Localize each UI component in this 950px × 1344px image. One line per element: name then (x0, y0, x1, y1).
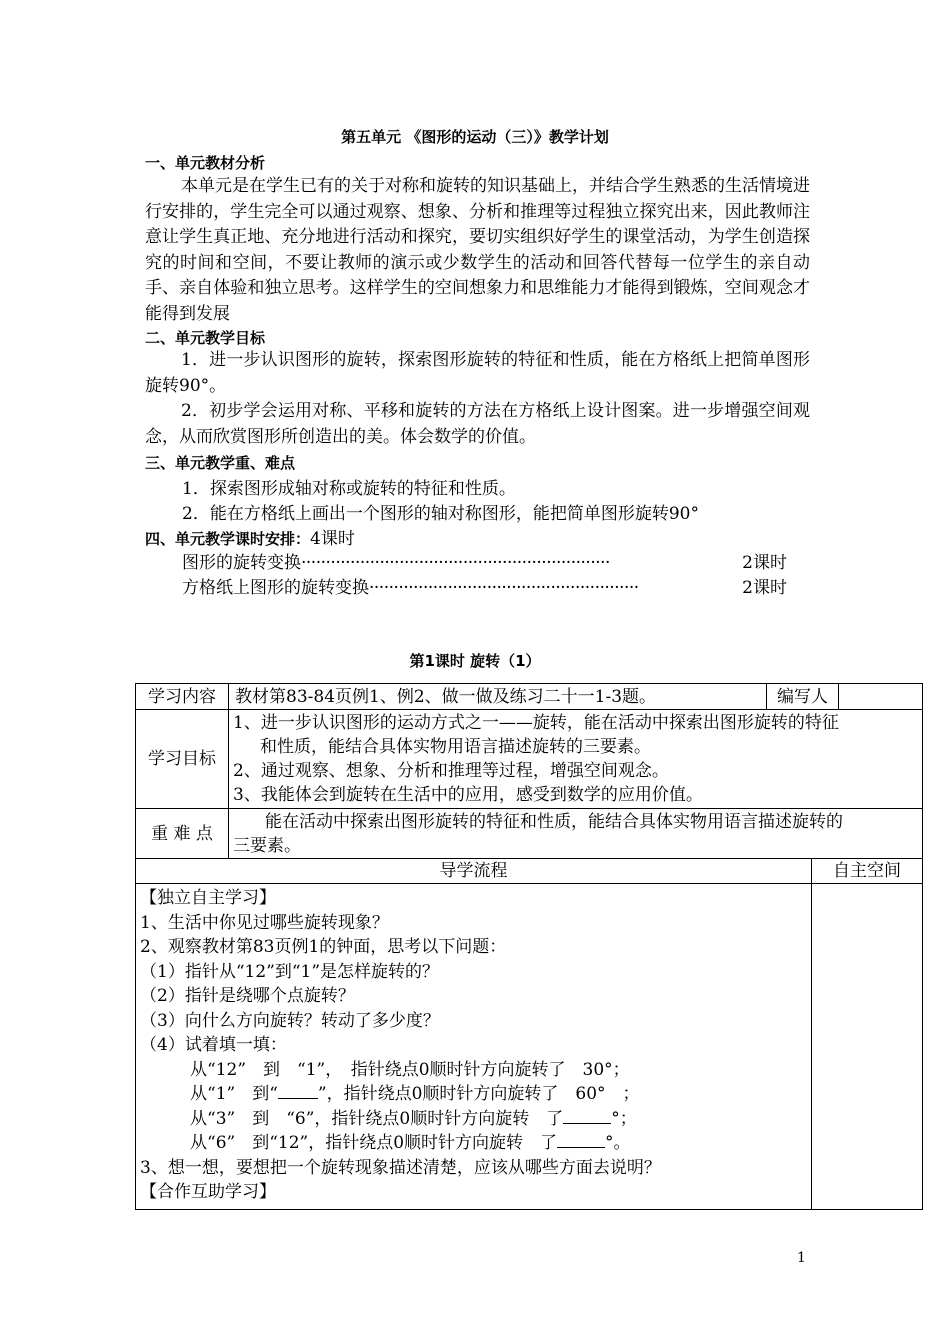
schedule-row-2 (182, 573, 787, 598)
space-header: 自主空间 (812, 859, 923, 884)
schedule-row-dots: ······················································· (369, 578, 639, 598)
schedule-row-1 (182, 548, 787, 573)
flow-line: （1）指针从“12”到“1”是怎样旋转的？ (140, 961, 440, 982)
section3-item-2: 2．能在方格纸上画出一个图形的轴对称图形，能把简单图形旋转90° (182, 504, 699, 524)
fill-line-3 (140, 1107, 807, 1132)
section2-heading: 二、单元教学目标 (145, 329, 266, 347)
flow-line: （3）向什么方向旋转？转动了多少度？ (140, 1010, 440, 1031)
fill-text: ”，指针绕点0顺时针方向旋转了 60° ； (317, 1084, 640, 1104)
section2-item-2: 2．初步学会运用对称、平移和旋转的方法在方格纸上设计图案。进一步增强空间观念，从而欣赏图形所创造出的美。体会数学的价值。 (145, 401, 810, 447)
section4-heading: 四、单元教学课时安排： (145, 530, 311, 548)
goal-line-1: 1、进一步认识图形的运动方式之一——旋转，能在活动中探索出图形旋转的特征 (233, 713, 839, 733)
goals-cell (229, 710, 923, 809)
goal-line-2: 和性质，能结合具体实物用语言描述旋转的三要素。 (260, 737, 651, 757)
section3-heading: 三、单元教学重、难点 (145, 454, 296, 472)
lesson-title: 第1课时 旋转（1） (409, 652, 541, 670)
fill-text: 从“3” 到 “6”，指针绕点0顺时针方向旋转 了 (190, 1108, 564, 1129)
key-line-2: 三要素。 (233, 835, 301, 856)
fill-blank[interactable] (278, 1082, 318, 1099)
fill-text: °； (611, 1108, 637, 1129)
flow-header: 导学流程 (136, 859, 812, 884)
section2-item-1: 1．进一步认识图形的旋转，探索图形旋转的特征和性质，能在方格纸上把简单图形旋转90°。 (145, 350, 810, 396)
fill-text: 从“1” 到“ (190, 1084, 278, 1104)
goal-line-3: 2、通过观察、想象、分析和推理等过程，增强空间观念。 (233, 761, 669, 781)
flow-line: （4）试着填一填： (140, 1035, 287, 1055)
fill-blank[interactable] (563, 1107, 611, 1124)
fill-line-1: 从“12” 到 “1”， 指针绕点0顺时针方向旋转了 30°； (190, 1059, 630, 1080)
flow-content (140, 886, 807, 1205)
section1-heading: 一、单元教材分析 (145, 154, 266, 172)
flow-cell (136, 884, 812, 1210)
writer-value (839, 684, 923, 710)
schedule-row-hours: 2课时 (742, 553, 787, 573)
goal-line-4: 3、我能体会到旋转在生活中的应用，感受到数学的应用价值。 (233, 785, 703, 805)
schedule-row-hours: 2课时 (742, 578, 787, 598)
fill-text: 从“6” 到“12”，指针绕点0顺时针方向旋转 了 (190, 1133, 558, 1153)
flow-line: 3、想一想，要想把一个旋转现象描述清楚，应该从哪些方面去说明？ (140, 1157, 661, 1178)
schedule-row-name: 图形的旋转变换 (182, 553, 301, 573)
key-label: 重 难 点 (136, 809, 229, 859)
section3-item-1: 1．探索图形成轴对称或旋转的特征和性质。 (182, 479, 516, 499)
writer-label: 编写人 (767, 684, 839, 710)
schedule-row-name: 方格纸上图形的旋转变换 (182, 578, 369, 598)
key-cell (229, 809, 923, 859)
lesson-table (135, 683, 923, 1210)
fill-line-2 (140, 1082, 807, 1107)
content-value: 教材第83-84页例1、例2、做一做及练习二十一1-3题。 (229, 684, 767, 710)
schedule-row-dots: ······························································· (301, 553, 610, 573)
flow-line: 【合作互助学习】 (140, 1182, 276, 1202)
space-cell (812, 884, 923, 1210)
section4-heading-line (145, 524, 355, 549)
flow-line: （2）指针是绕哪个点旋转？ (140, 986, 355, 1006)
flow-line: 【独立自主学习】 (140, 888, 276, 908)
section4-total: 4课时 (310, 529, 355, 549)
page-title: 第五单元 《图形的运动（三）》教学计划 (341, 128, 609, 146)
content-label: 学习内容 (136, 684, 229, 710)
flow-line: 2、观察教材第83页例1的钟面，思考以下问题： (140, 937, 507, 957)
flow-line: 1、生活中你见过哪些旋转现象？ (140, 912, 389, 933)
fill-text: °。 (605, 1133, 631, 1153)
fill-blank[interactable] (557, 1131, 605, 1148)
goals-label: 学习目标 (136, 710, 229, 809)
fill-line-4 (140, 1131, 807, 1156)
section1-body: 本单元是在学生已有的关于对称和旋转的知识基础上，并结合学生熟悉的生活情境进行安排的，学生完全可以通过观察、想象、分析和推理等过程独立探究出来，因此教师注意让学生真正地、充分地进行活动和探究，要切实组织好学生的课堂活动，为学生创造探究的时间和空间，不要让教师的演示或少数学生的活动和回答代替每一位学生的亲自动手、亲自体验和独立思考。这样学生的空间想象力和思维能力才能得到锻炼，空间观念才能得到发展 (145, 176, 810, 324)
page-number: 1 (797, 1250, 806, 1266)
key-line-1: 能在活动中探索出图形旋转的特征和性质，能结合具体实物用语言描述旋转的 (265, 811, 843, 832)
